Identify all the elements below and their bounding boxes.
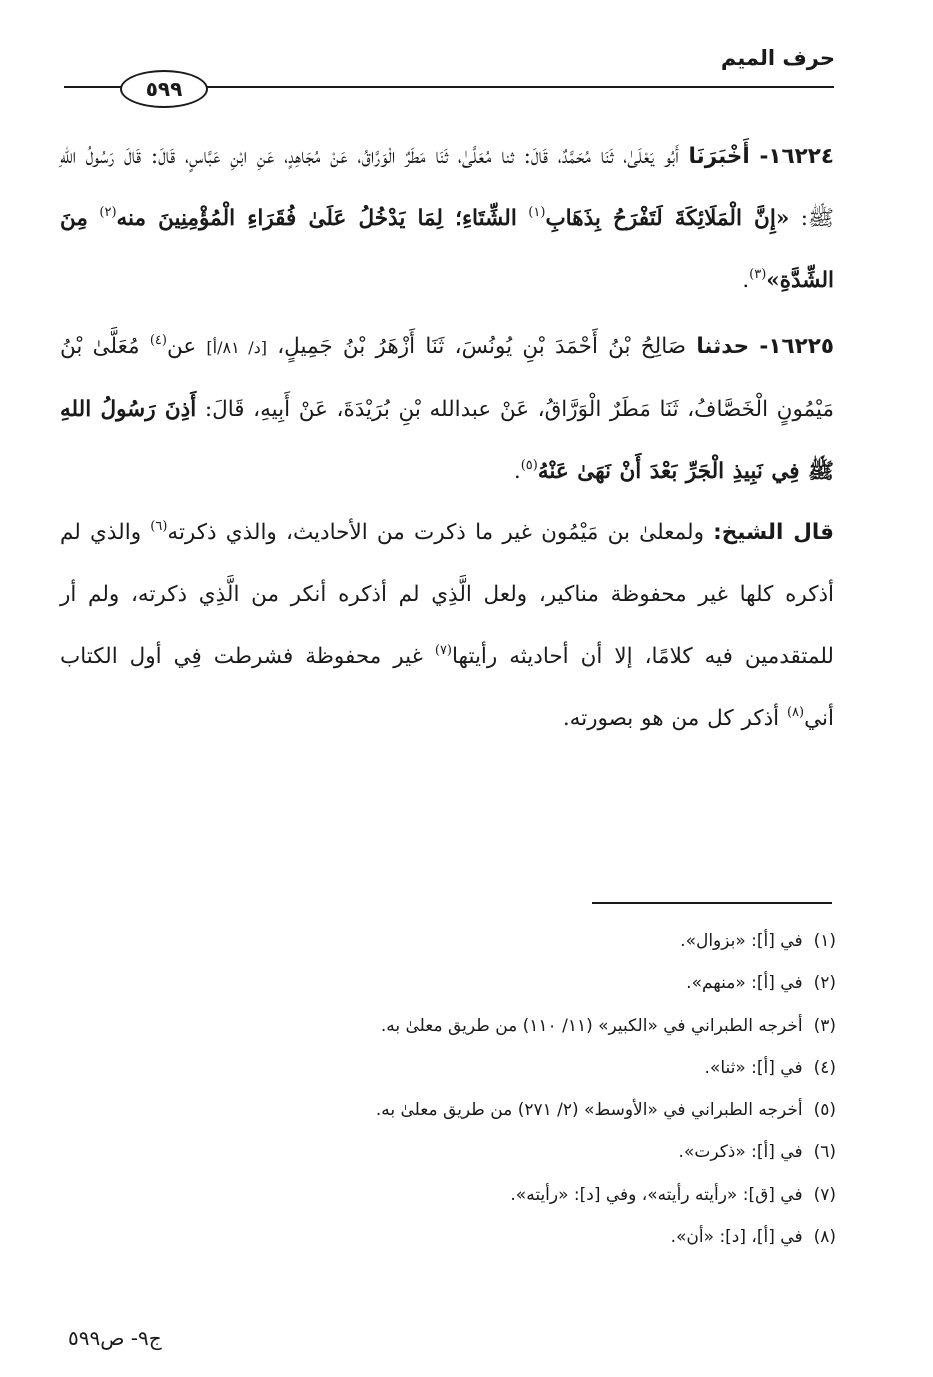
footnote-number: (٦)	[813, 1142, 836, 1163]
footnote-separator	[592, 902, 832, 904]
page-number-badge: ٥٩٩	[120, 70, 208, 108]
footnote-text: في [أ]: «ذكرت».	[678, 1142, 803, 1163]
footnote-item	[200, 1174, 836, 1216]
footnote-marker: (٨)	[786, 705, 805, 720]
chapter-title: حرف الميم	[720, 46, 835, 70]
footnote-item	[200, 1047, 836, 1089]
narration-keyword: حدثنا	[696, 334, 750, 359]
footnote-marker: (٣)	[749, 267, 767, 282]
footnote-text: في [أ]: «ثنا».	[704, 1057, 803, 1078]
volume-page-reference: ج٩- ص٥٩٩	[68, 1326, 162, 1350]
footnote-item	[200, 1005, 836, 1047]
isnad: صَالِحُ بْنُ أَحْمَدَ بْنِ يُونُسَ، ثَنَا أَزْهَرُ بْنُ جَمِيلٍ،	[277, 334, 687, 359]
hadith-16225	[60, 316, 834, 503]
commentary-text: غير محفوظة فشرطت فِي أول الكتاب أني	[60, 644, 834, 731]
hadith-number: ١٦٢٢٥-	[759, 334, 834, 359]
commentary-text: والذي لم أذكره كلها غير محفوظة مناكير، ولعل الَّذِي لم أذكره أنكر من الَّذِي ذكرته، ولم أر للمتقدمين فيه كلامًا، إلا أن أحاديثه رأيتها	[60, 520, 834, 669]
footnote-text: أخرجه الطبراني في «الأوسط» (٢/ ٢٧١) من طريق معلىٰ به.	[375, 1100, 803, 1121]
matn-part: «إِنَّ الْمَلَائِكَةَ لَتَفْرَحُ بِذَهَابِ	[545, 206, 790, 231]
footnote-marker: (٦)	[150, 519, 168, 534]
footnote-number: (٣)	[813, 1015, 836, 1036]
end-mark: .	[513, 459, 521, 484]
sheikh-commentary	[60, 502, 834, 750]
footnote-number: (٤)	[813, 1057, 836, 1078]
footnote-text: في [أ]، [د]: «أن».	[670, 1227, 803, 1248]
footnote-number: (٥)	[813, 1100, 836, 1121]
footnote-number: (٧)	[813, 1184, 836, 1205]
footnote-number: (١)	[813, 931, 836, 951]
footnote-number: (٨)	[813, 1227, 836, 1248]
footnote-item	[200, 1131, 836, 1173]
matn-part: الشِّتَاءِ؛ لِمَا يَدْخُلُ عَلَىٰ فُقَرَاءِ الْمُؤْمِنِينَ منه	[116, 206, 517, 231]
footnote-text: في [ق]: «رأيته رأيته»، وفي [د]: «رأيته».	[510, 1184, 803, 1205]
footnote-marker: (٢)	[99, 205, 117, 220]
commentary-text: ولمعلىٰ بن مَيْمُون غير ما ذكرت من الأحاديث، والذي ذكرته	[167, 520, 704, 545]
isnad: عن	[166, 334, 197, 359]
matn-part: مِنَ الشِّدَّةِ»	[60, 206, 834, 293]
footnote-text: في [أ]: «بزوال».	[680, 931, 803, 951]
narration-keyword: أَخْبَرَنَا	[688, 144, 750, 169]
footnote-item	[200, 1089, 836, 1131]
matn: أَذِنَ رَسُولُ اللهِ ﷺ فِي نَبِيذِ الْجَرِّ بَعْدَ أَنْ نَهَىٰ عَنْهُ	[60, 397, 834, 484]
footnote-text: أخرجه الطبراني في «الكبير» (١١/ ١١٠) من طريق معلىٰ به.	[380, 1015, 803, 1036]
footnote-number: (٢)	[813, 973, 836, 994]
commentary-text: أذكر كل من هو بصورته.	[562, 706, 780, 731]
footnote-text: في [أ]: «منهم».	[686, 973, 803, 994]
footnote-marker: (٥)	[520, 458, 538, 473]
hadith-16224	[60, 126, 834, 312]
end-mark: .	[742, 268, 750, 293]
footnote-item	[200, 962, 836, 1004]
isnad: مُعَلَّىٰ بْنُ مَيْمُونٍ الْخَصَّافُ، ثَنَا مَطَرٌ الْوَرَّاقُ، عَنْ عبدالله بْنِ بُرَيْدَةَ، عَنْ أَبِيهِ، قَالَ:	[60, 334, 834, 422]
footnote-item	[200, 920, 836, 962]
footnote-item	[200, 1216, 836, 1258]
footnote-marker: (٤)	[149, 333, 167, 348]
hadith-number: ١٦٢٢٤-	[759, 144, 834, 169]
isnad: أَبُو يَعْلَىٰ، ثَنَا مُحَمَّدٌ، قَالَ: ثنا مُعَلَّىٰ، ثَنَا مَطَرٌ الْوَرَّاقُ، عَنْ مُجَاهِدٍ، عَنِ ابْنِ عَبَّاسٍ، قَالَ: قَالَ رَسُولُ اللهِ ﷺ:	[60, 144, 834, 231]
manuscript-ref: [د/ ٨١/أ]	[206, 338, 267, 357]
footnote-marker: (١)	[528, 205, 546, 220]
commentary-keyword: قال الشيخ:	[713, 520, 834, 545]
footnote-marker: (٧)	[434, 643, 452, 658]
footnotes	[200, 920, 836, 1258]
